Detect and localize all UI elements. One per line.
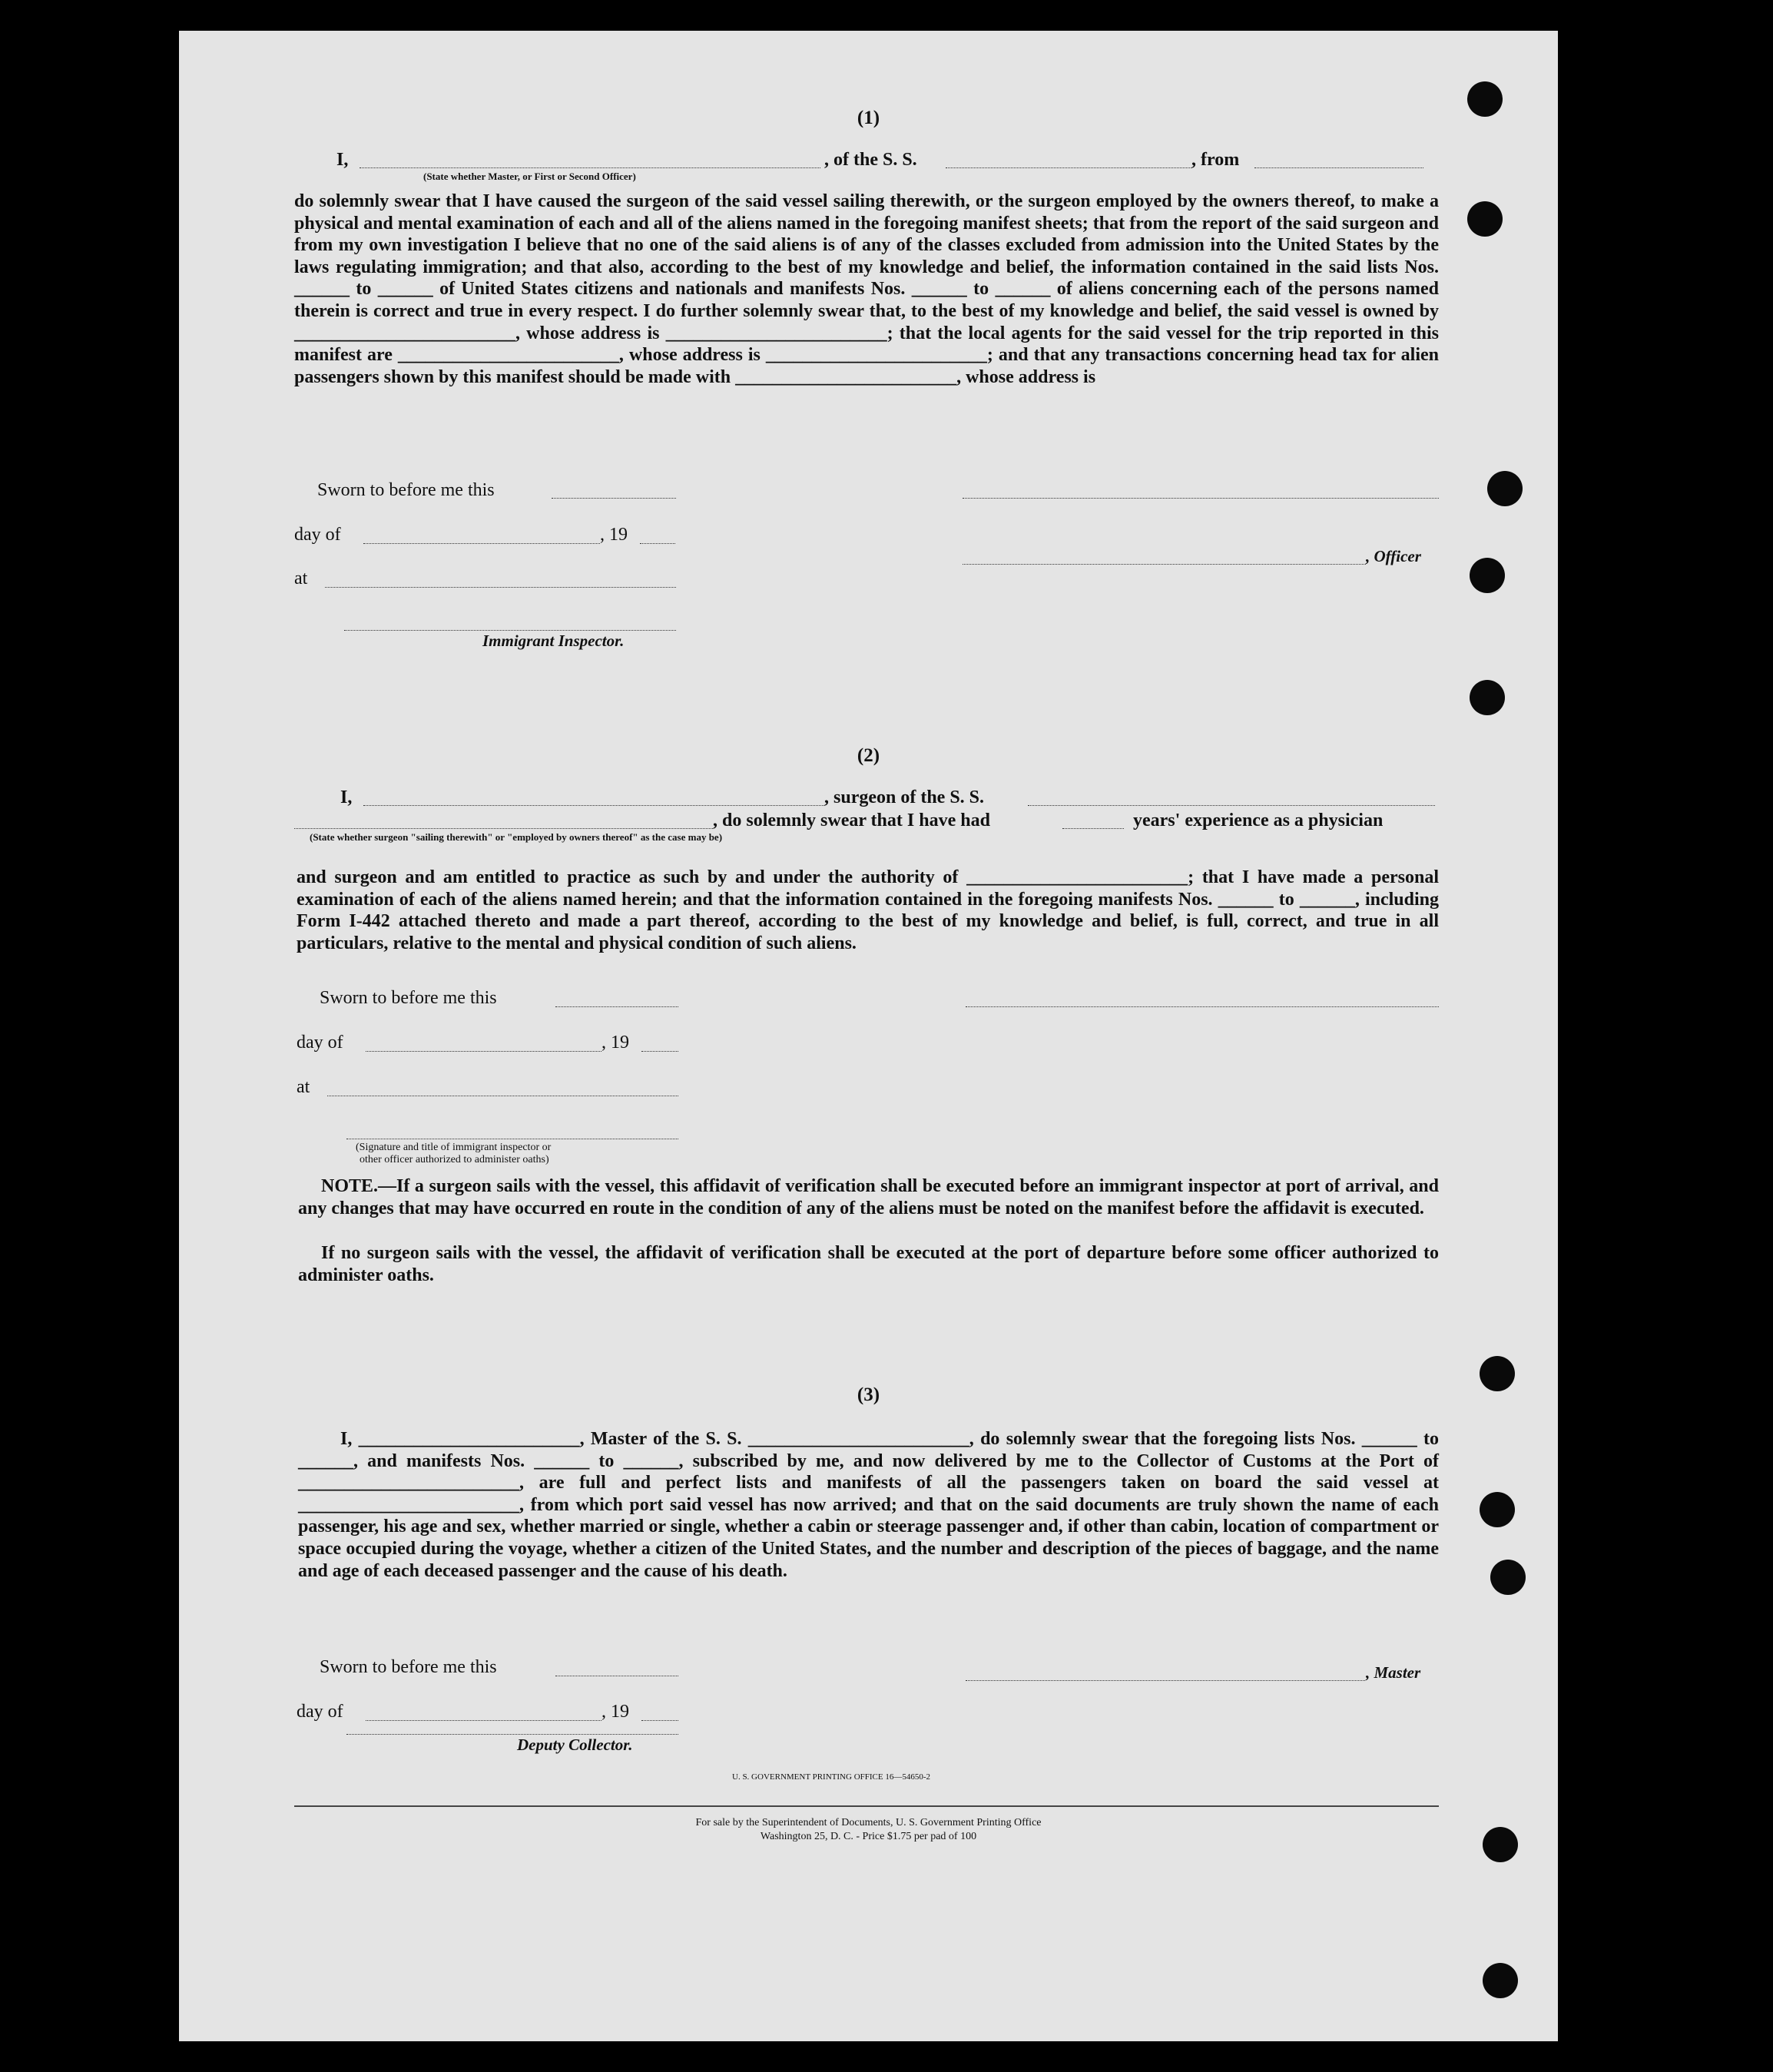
footer-rule	[294, 1805, 1439, 1807]
section1-body: do solemnly swear that I have caused the surgeon of the said vessel sailing therewith, or the surgeon employed by the owners thereof, to make a physical and mental examination of each and all of the aliens named in the foregoing manifest sheets; that from the report of the said surgeon and from my own investigation I believe that no one of the said aliens is of any of the classes excluded from admission into the United States by the laws regulating immigration; and that also, according to the best of my knowledge and belief, the information contained in the said lists Nos. ______ to ______ of United States citizens and nationals and manifests Nos. ______ to ______ of aliens concerning each of the persons named therein is correct and true in every respect. I do further solemnly swear that, to the best of my knowledge and belief, the said vessel is owned by ________________________, whose address is ________________________; that the local agents for the said vessel for the trip reported in this manifest are ________________________, whose address is ________________________; and that any transactions concerning head tax for alien passengers shown by this manifest should be made with ________________________, whose address is	[294, 191, 1439, 387]
surgeon-status-field[interactable]	[294, 828, 713, 829]
punch-hole	[1470, 558, 1505, 593]
section1-of-ss: , of the S. S.	[824, 150, 917, 170]
sworn-day-field[interactable]	[552, 498, 676, 499]
punch-hole	[1490, 1560, 1526, 1595]
master-label: , Master	[1366, 1663, 1421, 1682]
punch-hole	[1467, 201, 1503, 237]
from-port-field[interactable]	[1254, 167, 1423, 168]
day-of-field-3[interactable]	[366, 1720, 601, 1721]
punch-hole	[1480, 1492, 1515, 1527]
section1-i: I,	[336, 150, 349, 170]
deputy-signature-field[interactable]	[346, 1734, 678, 1735]
sworn-label-2: Sworn to before me this	[320, 988, 497, 1008]
sale-line-2: Washington 25, D. C. - Price $1.75 per pad of 100	[760, 1831, 977, 1842]
note-2-text: If no surgeon sails with the vessel, the affidavit of verification shall be executed at the port of departure before some officer authorized to administer oaths.	[298, 1243, 1439, 1285]
note-2	[298, 1242, 1439, 1286]
officer-signature-field[interactable]	[963, 498, 1439, 499]
section3-number: (3)	[857, 1384, 880, 1405]
year-field[interactable]	[640, 543, 675, 544]
immigrant-inspector-label: Immigrant Inspector.	[482, 632, 625, 650]
punch-hole	[1470, 680, 1505, 715]
officer-name-field[interactable]	[360, 167, 820, 168]
vessel-name-field[interactable]	[946, 167, 1191, 168]
section3-body-text: I, ________________________, Master of the S. S. ________________________, do solemnly swear that the foregoing lists Nos. ______ to ______, and manifests Nos. ______ to ______, subscribed by me, and now delivered by me to the Collector of Customs at the Port of ________________________, are full and perfect lists and manifests of all the passengers taken on board the said vessel at ________________________, from which port said vessel has now arrived; and that on the said documents are truly shown the name of each passenger, his age and sex, whether married or single, whether a cabin or steerage passenger and, if other than cabin, location of compartment or space occupied during the voyage, whether a citizen of the United States, and the number and description of the pieces of baggage, and the name and age of each deceased passenger and the cause of his death.	[298, 1429, 1439, 1581]
years-field[interactable]	[1062, 828, 1124, 829]
inspector-signature-field[interactable]	[344, 630, 676, 631]
at-label: at	[294, 569, 308, 588]
day-of-label: day of	[294, 525, 341, 545]
surgeon-vessel-field[interactable]	[1028, 805, 1435, 806]
year-label: , 19	[600, 525, 628, 545]
punch-hole	[1487, 471, 1523, 506]
year-label-2: , 19	[601, 1033, 629, 1053]
section2-i: I,	[340, 787, 353, 807]
note-1-text: NOTE.—If a surgeon sails with the vessel, this affidavit of verification shall be executed before an immigrant inspector at port of arrival, and any changes that may have occurred en route in the condition of any of the aliens must be noted on the manifest before the affidavit is executed.	[298, 1176, 1439, 1218]
form-page	[179, 31, 1558, 2041]
sig-caption-2: other officer authorized to administer oaths)	[360, 1154, 549, 1165]
year-field-2[interactable]	[641, 1051, 678, 1052]
section1-number: (1)	[857, 108, 880, 128]
sig-caption-1: (Signature and title of immigrant inspector or	[356, 1142, 552, 1153]
surgeon-name-field[interactable]	[363, 805, 824, 806]
day-of-field-2[interactable]	[366, 1051, 601, 1052]
surgeon-caption: (State whether surgeon "sailing therewith" or "employed by owners thereof" as the case may be)	[310, 831, 723, 843]
at-field[interactable]	[325, 587, 676, 588]
deputy-collector-label: Deputy Collector.	[517, 1736, 633, 1754]
section2-number: (2)	[857, 745, 880, 766]
section2-surgeon-ss: , surgeon of the S. S.	[824, 787, 985, 807]
section2-years: years' experience as a physician	[1133, 811, 1384, 830]
punch-hole	[1483, 1963, 1518, 1998]
officer-title-field[interactable]	[963, 564, 1366, 565]
sworn-day-field-2[interactable]	[555, 1006, 678, 1007]
sworn-label: Sworn to before me this	[317, 480, 495, 500]
section2-body: and surgeon and am entitled to practice as such by and under the authority of ________________________; that I have made a personal examination of each of the aliens named herein; and that the information contained in the foregoing manifests Nos. ______ to ______, including Form I-442 attached thereto and made a part thereof, according to the best of my knowledge and belief, is full, correct, and true in all particulars, relative to the mental and physical condition of such aliens.	[297, 867, 1439, 953]
year-label-3: , 19	[601, 1702, 629, 1722]
year-field-3[interactable]	[641, 1720, 678, 1721]
day-of-field[interactable]	[363, 543, 600, 544]
sale-line-1: For sale by the Superintendent of Documents, U. S. Government Printing Office	[695, 1817, 1042, 1828]
section1-from: , from	[1191, 150, 1240, 170]
day-of-label-2: day of	[297, 1033, 343, 1053]
master-signature-field[interactable]	[966, 1680, 1365, 1681]
at-label-2: at	[297, 1077, 310, 1097]
officer-caption: (State whether Master, or First or Second Officer)	[423, 171, 636, 182]
section2-swear: , do solemnly swear that I have had	[713, 811, 990, 830]
surgeon-signature-field[interactable]	[966, 1006, 1439, 1007]
note-1	[298, 1175, 1439, 1219]
officer-label: , Officer	[1366, 547, 1421, 565]
gpo-imprint: U. S. GOVERNMENT PRINTING OFFICE 16—54650-2	[732, 1772, 931, 1782]
day-of-label-3: day of	[297, 1702, 343, 1722]
sworn-label-3: Sworn to before me this	[320, 1657, 497, 1677]
section3-body	[298, 1428, 1439, 1582]
